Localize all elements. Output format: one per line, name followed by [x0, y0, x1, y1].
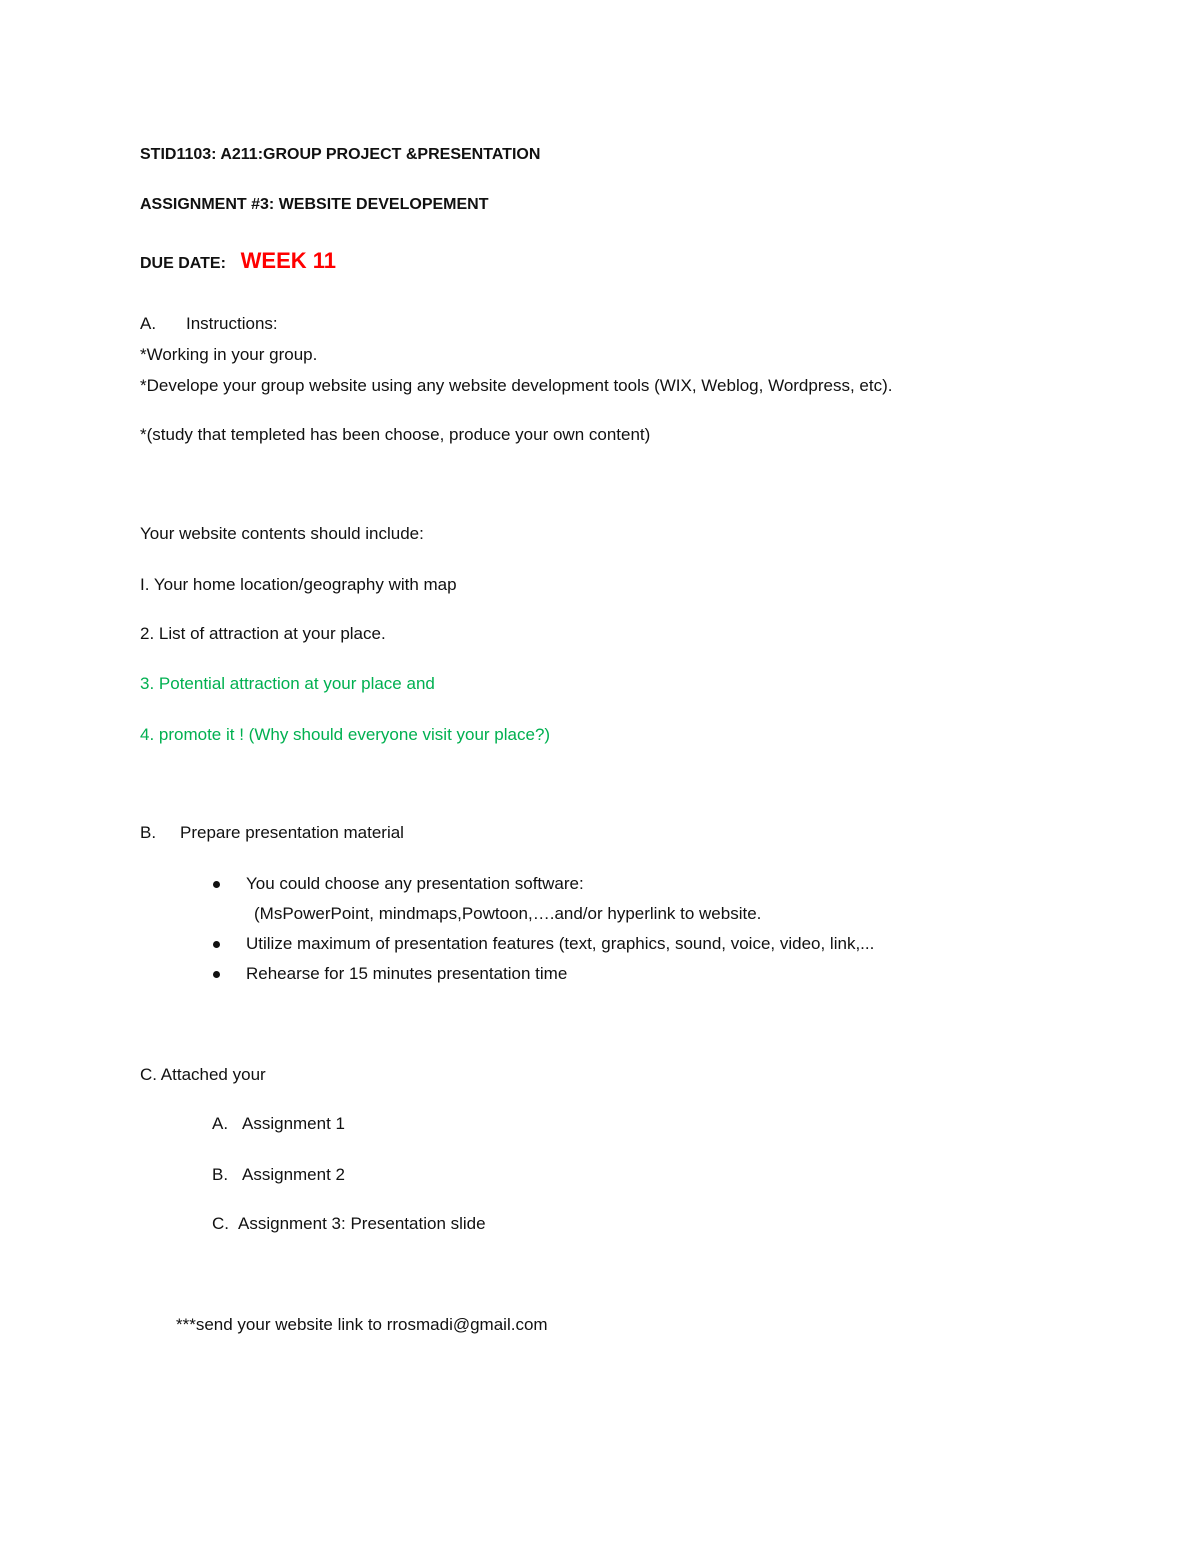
section-b-title: Prepare presentation material — [180, 823, 404, 842]
attachment-marker: C. — [212, 1214, 229, 1233]
contents-item: I. Your home location/geography with map — [140, 575, 457, 594]
course-title: STID1103: A211:GROUP PROJECT &PRESENTATION — [140, 146, 541, 163]
attachment-item — [212, 1214, 486, 1234]
assignment-title: ASSIGNMENT #3: WEBSITE DEVELOPEMENT — [140, 196, 489, 213]
attachment-item — [212, 1165, 345, 1185]
bullet-icon — [213, 881, 220, 888]
contents-item-highlight: 4. promote it ! (Why should everyone visit your place?) — [140, 725, 551, 744]
section-b-marker: B. — [140, 823, 157, 842]
bullet-item: Rehearse for 15 minutes presentation time — [246, 964, 568, 983]
instruction-line: *Working in your group. — [140, 345, 318, 364]
bullet-item-continuation: (MsPowerPoint, mindmaps,Powtoon,….and/or hyperlink to website. — [254, 904, 762, 923]
section-c-title: C. Attached your — [140, 1065, 266, 1084]
contents-intro: Your website contents should include: — [140, 524, 424, 543]
attachment-marker: B. — [212, 1165, 229, 1184]
contents-item-highlight: 3. Potential attraction at your place and — [140, 674, 435, 693]
due-date-label: DUE DATE: — [140, 255, 226, 272]
section-b-heading — [140, 823, 404, 843]
bullet-item: Utilize maximum of presentation features (text, graphics, sound, voice, video, link,... — [246, 934, 875, 953]
attachment-text: Assignment 1 — [242, 1114, 345, 1133]
instruction-line: *Develope your group website using any website development tools (WIX, Weblog, Wordpress, etc). — [140, 376, 893, 395]
bullet-icon — [213, 971, 220, 978]
send-link-note: ***send your website link to rrosmadi@gmail.com — [176, 1315, 548, 1334]
attachment-text: Assignment 2 — [242, 1165, 345, 1184]
contents-item: 2. List of attraction at your place. — [140, 624, 386, 643]
section-a-marker: A. — [140, 314, 157, 333]
due-date-value: WEEK 11 — [240, 248, 337, 273]
attachment-text: Assignment 3: Presentation slide — [238, 1214, 486, 1233]
section-a-heading — [140, 314, 278, 334]
attachment-item — [212, 1114, 345, 1134]
bullet-item: You could choose any presentation software: — [246, 874, 584, 893]
due-date-row — [140, 248, 336, 274]
bullet-icon — [213, 941, 220, 948]
instruction-line: *(study that templeted has been choose, produce your own content) — [140, 425, 651, 444]
section-a-title: Instructions: — [186, 314, 278, 333]
attachment-marker: A. — [212, 1114, 229, 1133]
